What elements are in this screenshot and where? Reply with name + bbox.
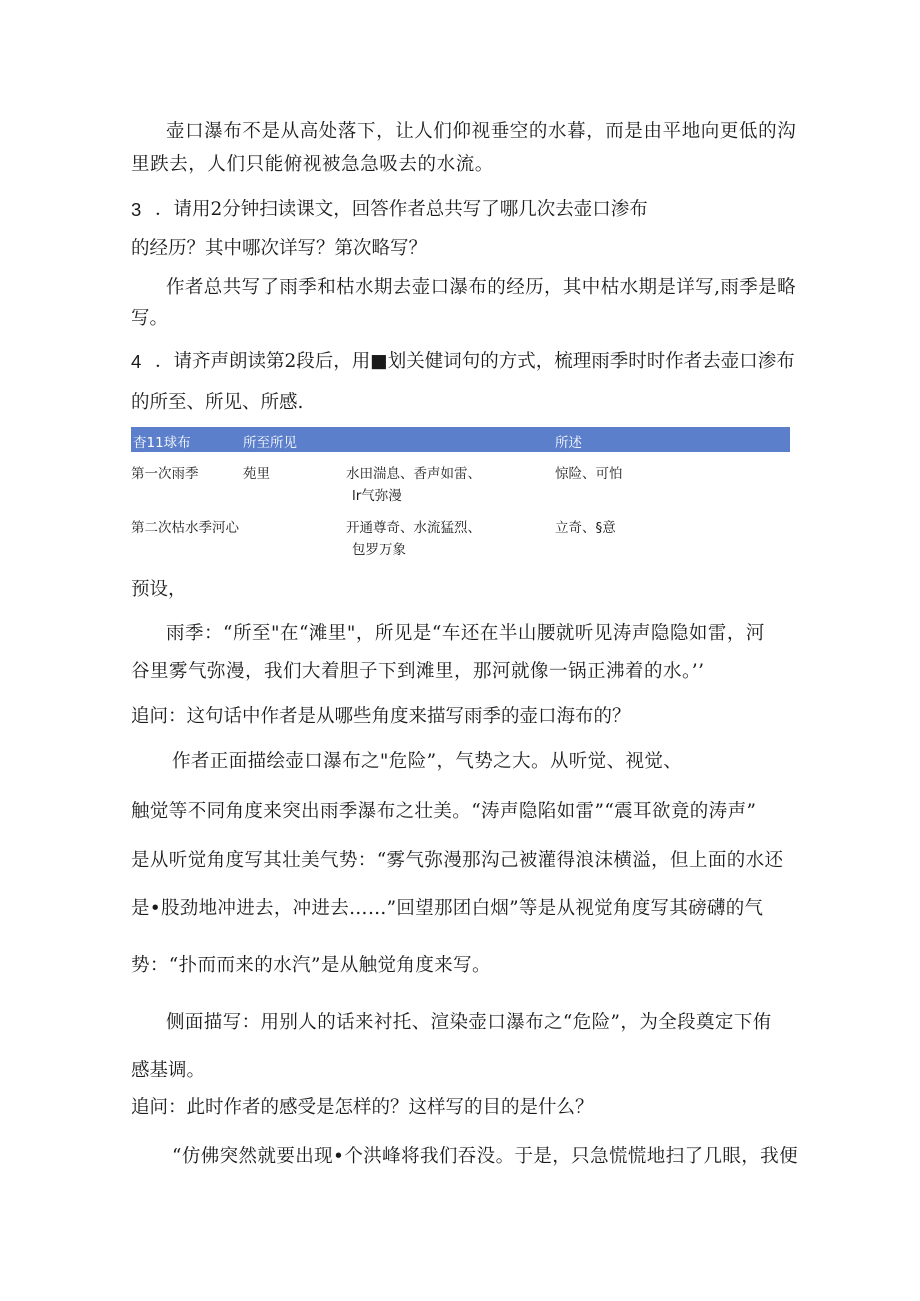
table-header-cell: 杳11球布	[133, 435, 191, 451]
paragraph-line: 是从听觉角度写其壮美气势：“雾气弥漫那沟己被灌得浪沫横溢，但上面的水还	[131, 850, 784, 871]
paragraph-line: 壶口瀑布不是从高处落下，让人们仰视垂空的水暮，而是由平地向更低的沟	[166, 121, 797, 142]
follow-up-question: 追问：此时作者的感受是怎样的？这样写的目的是什么？	[131, 1097, 594, 1118]
table-cell: 包罗万象	[352, 542, 406, 558]
paragraph-line: 作者正面描绘壶口瀑布之"危险”，气势之大。从听觉、视觉、	[172, 751, 683, 772]
table-cell: 第一次雨季	[131, 466, 199, 482]
question-line: ．请齐声朗读第2段后，用■划关健词句的方式，梳理雨季时时作者去壶口渗布	[155, 351, 795, 372]
question-number: 4	[131, 351, 142, 372]
table-header	[131, 427, 790, 452]
paragraph-line: 谷里雾气弥漫，我们大着胆子下到滩里，那河就像一锅正沸着的水。’’	[131, 661, 705, 682]
follow-up-question: 追问：这句话中作者是从哪些角度来描写雨季的壶口海布的？	[131, 706, 631, 727]
question-line: ．请用2分钟扫读课文，回答作者总共写了哪几次去壶口渗布	[155, 199, 648, 220]
answer-line: 作者总共写了雨季和枯水期去壶口瀑布的经历，其中枯水期是详写,雨季是略	[166, 277, 796, 298]
paragraph-line: “仿佛突然就要出现•个洪峰将我们吞没。于是，只急慌慌地扫了几眼，我便	[172, 1146, 798, 1167]
paragraph-line: 雨季：“所至"在“滩里"，所见是“车还在半山腰就听见涛声隐隐如雷，河	[166, 623, 765, 644]
paragraph-line: 触觉等不同角度来突出雨季瀑布之壮美。“涛声隐陷如雷”“震耳欲竟的涛声”	[131, 801, 757, 822]
table-cell: 水田湍息、香声如雷、	[346, 466, 481, 482]
label: 预设，	[131, 579, 187, 600]
answer-line: 写。	[131, 308, 169, 329]
question-line: 的经历？其中哪次详写？第次略写？	[131, 238, 428, 259]
paragraph-line: 里跌去，人们只能俯视被急急吸去的水流。	[131, 154, 494, 175]
table-cell: 第二次枯水季河心	[131, 520, 239, 536]
question-number: 3	[131, 199, 142, 220]
table-cell: 苑里	[243, 466, 270, 482]
paragraph-line: 感基调。	[131, 1060, 206, 1081]
table-header-cell: 所述	[555, 435, 582, 451]
table-cell: 惊险、可怕	[555, 466, 623, 482]
paragraph-line: 势：“扑而而来的水汽”是从触觉角度来写。	[131, 955, 491, 976]
table-cell: 开通尊奇、水流猛烈、	[346, 520, 481, 536]
table-cell: 立奇、§意	[555, 520, 616, 536]
paragraph-line: 侧面描写：用别人的话来衬托、渲染壶口瀑布之“危险”，为全段奠定下侑	[166, 1012, 772, 1033]
table-cell: lr气弥漫	[352, 488, 402, 504]
table-header-cell: 所至所见	[243, 435, 297, 451]
paragraph-line: 是•股劲地冲进去，冲进去……”回望那团白烟”等是从视觉角度写其磅礴的气	[131, 898, 764, 919]
question-line: 的所至、所见、所感.	[131, 392, 304, 413]
